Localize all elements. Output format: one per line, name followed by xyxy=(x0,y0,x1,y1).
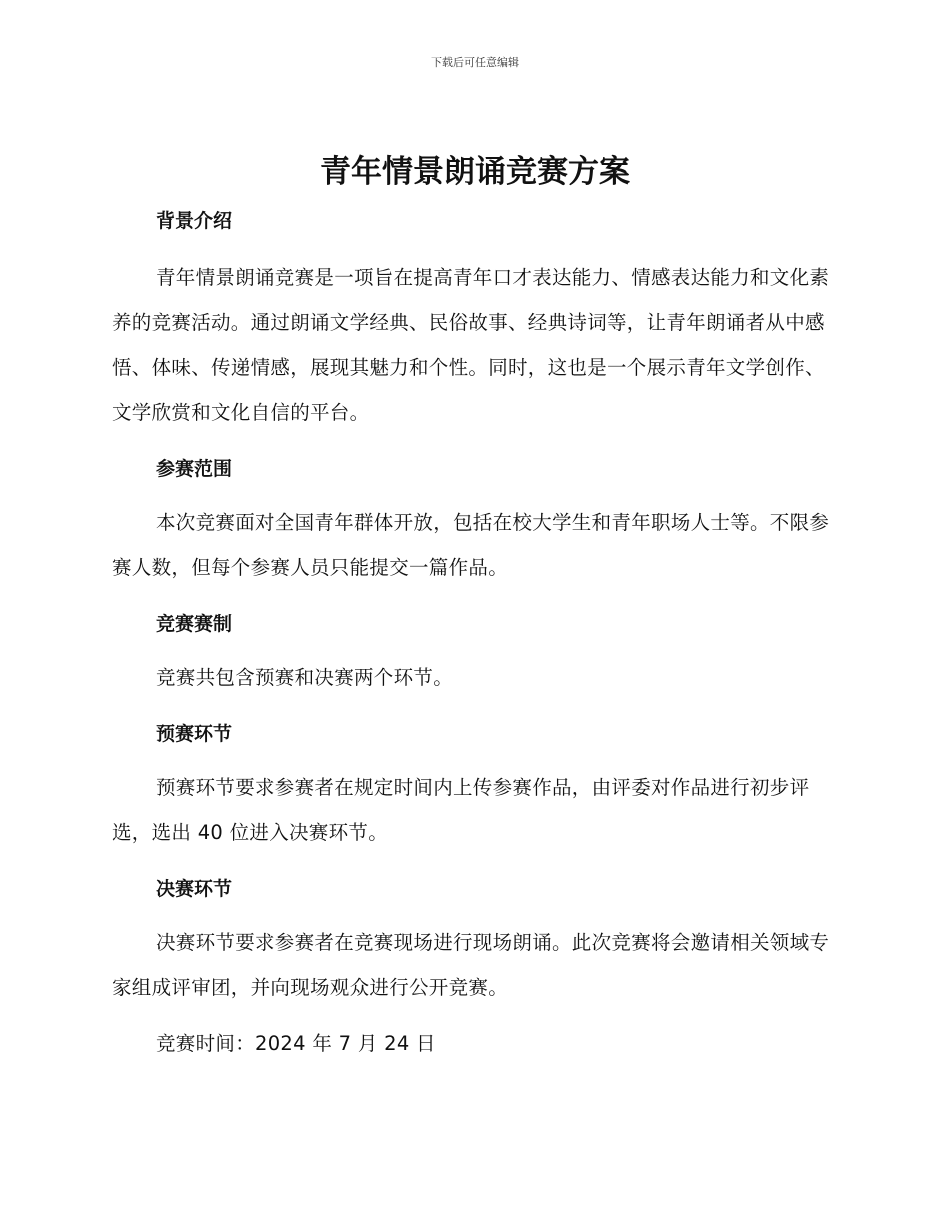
document-body xyxy=(112,201,832,1066)
competition-date: 竞赛时间：2024 年 7 月 24 日 xyxy=(156,1032,436,1055)
section-paragraph-background: 青年情景朗诵竞赛是一项旨在提高青年口才表达能力、情感表达能力和文化素养的竞赛活动。通过朗诵文学经典、民俗故事、经典诗词等，让青年朗诵者从中感悟、体味、传递情感，展现其魅力和个性。同时，这也是一个展示青年文学创作、文学欣赏和文化自信的平台。 xyxy=(112,266,830,424)
section-paragraph-final: 决赛环节要求参赛者在竞赛现场进行现场朗诵。此次竞赛将会邀请相关领域专家组成评审团，并向现场观众进行公开竞赛。 xyxy=(112,931,830,999)
document-title: 青年情景朗诵竞赛方案 xyxy=(320,154,630,190)
section-heading-final: 决赛环节 xyxy=(156,878,233,900)
section-heading-scope: 参赛范围 xyxy=(156,458,233,480)
section-heading-preliminary: 预赛环节 xyxy=(156,723,233,745)
section-heading-format: 竞赛赛制 xyxy=(156,613,233,635)
section-paragraph-scope: 本次竞赛面对全国青年群体开放，包括在校大学生和青年职场人士等。不限参赛人数，但每个参赛人员只能提交一篇作品。 xyxy=(112,511,830,579)
section-heading-background: 背景介绍 xyxy=(156,210,233,232)
page-header-note: 下载后可任意编辑 xyxy=(431,56,519,69)
section-paragraph-format: 竞赛共包含预赛和决赛两个环节。 xyxy=(156,666,454,689)
section-paragraph-preliminary: 预赛环节要求参赛者在规定时间内上传参赛作品，由评委对作品进行初步评选，选出 40 位进入决赛环节。 xyxy=(112,776,810,844)
